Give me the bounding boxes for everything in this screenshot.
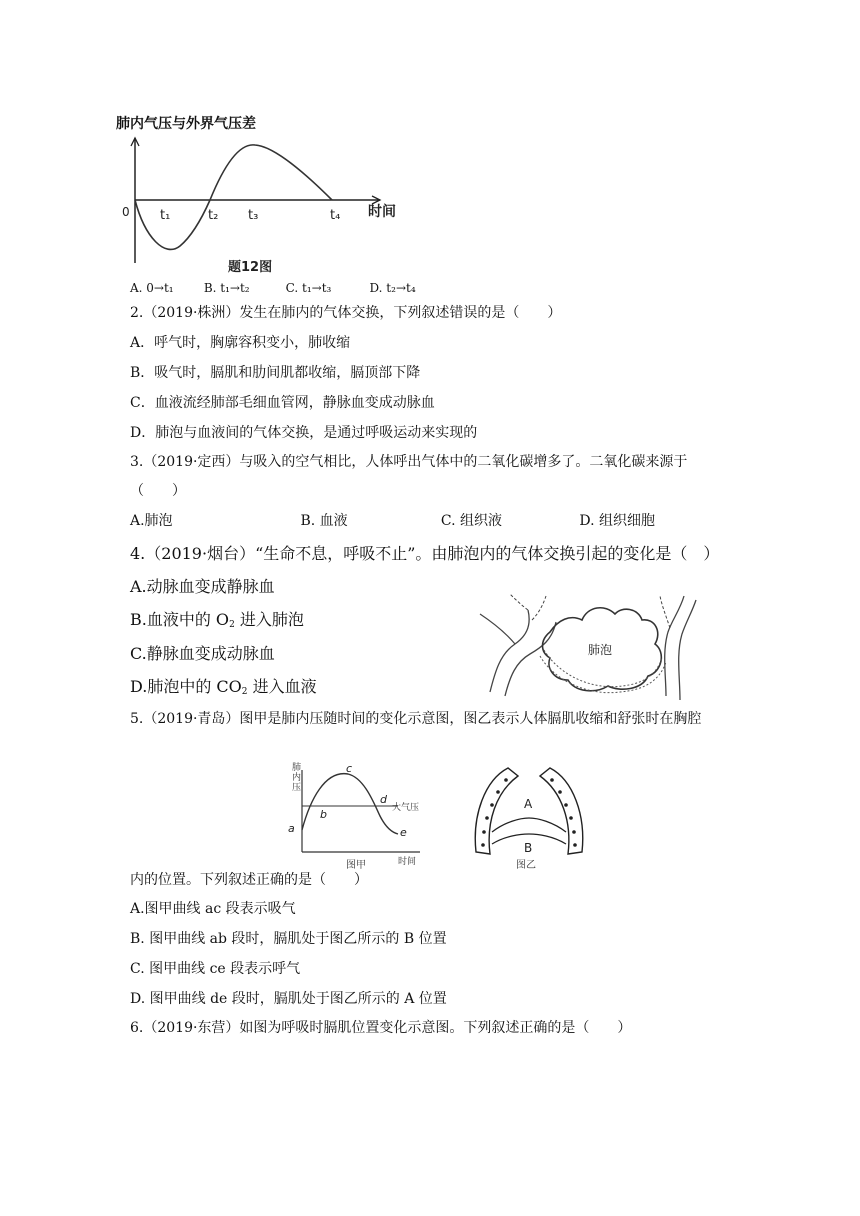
- q1-options: [130, 278, 416, 298]
- fig-jia-caption: 图甲: [346, 860, 366, 871]
- fig-jia-a: a: [288, 822, 295, 835]
- q5-figures: [280, 760, 620, 872]
- q5-figure-jia-yi: [280, 760, 620, 872]
- q5-option-b: B. 图甲曲线 ab 段时，膈肌处于图乙所示的 B 位置: [130, 931, 447, 947]
- q3-stem: 3.（2019·定西）与吸入的空气相比，人体呼出气体中的二氧化碳增多了。二氧化碳来源于: [130, 454, 688, 470]
- q1-option-a: A. 0→t₁: [130, 281, 174, 295]
- q4-option-d: [130, 676, 317, 703]
- fig12-tick-t2: t₂: [208, 208, 219, 223]
- q3-options: [130, 510, 655, 532]
- q4-option-d-pre: D.肺泡中的 CO: [130, 677, 242, 696]
- q2-option-b: B．吸气时，膈肌和肋间肌都收缩，膈顶部下降: [130, 365, 421, 381]
- q4-option-b-pre: B.血液中的 O: [130, 610, 230, 629]
- q5-stem2: 内的位置。下列叙述正确的是（ ）: [130, 872, 368, 888]
- q4-option-c: C.静脉血变成动脉血: [130, 644, 275, 663]
- q2-option-c: C．血液流经肺部毛细血管网，静脉血变成动脉血: [130, 395, 435, 411]
- figure-12: [110, 108, 410, 278]
- q2-option-a: A．呼气时，胸廓容积变小，肺收缩: [130, 335, 351, 351]
- q5-option-d: D. 图甲曲线 de 段时，膈肌处于图乙所示的 A 位置: [130, 991, 447, 1007]
- q2-stem: 2.（2019·株洲）发生在肺内的气体交换，下列叙述错误的是（ ）: [130, 305, 562, 321]
- fig-jia-d: d: [380, 793, 387, 806]
- q2-option-d: D．肺泡与血液间的气体交换，是通过呼吸运动来实现的: [130, 425, 478, 441]
- alveolus-drawing: [470, 592, 700, 704]
- q4-option-a: A.动脉血变成静脉血: [130, 577, 275, 596]
- q4-stem: 4.（2019·烟台）“生命不息，呼吸不止”。由肺泡内的气体交换引起的变化是（ ）: [130, 544, 720, 563]
- fig-yi-A: A: [524, 797, 533, 811]
- q3-option-d: D. 组织细胞: [579, 513, 655, 529]
- fig-yi-caption: 图乙: [516, 860, 536, 871]
- q5-stem: 5.（2019·青岛）图甲是肺内压随时间的变化示意图，图乙表示人体膈肌收缩和舒张时在胸腔: [130, 711, 702, 727]
- fig12-curve: [135, 145, 332, 250]
- q1-option-d: D. t₂→t₄: [369, 281, 416, 295]
- q1-option-b: B. t₁→t₂: [203, 281, 250, 295]
- q4-option-b: [130, 609, 304, 636]
- q3-option-c: C. 组织液: [440, 513, 503, 529]
- fig-jia-xlabel: 时间: [398, 857, 417, 867]
- fig12-tick-t3: t₃: [248, 208, 259, 223]
- q4-option-b-post: 进入肺泡: [234, 610, 304, 629]
- q6-stem: 6.（2019·东营）如图为呼吸时膈肌位置变化示意图。下列叙述正确的是（ ）: [130, 1020, 632, 1036]
- fig-jia-c: c: [346, 762, 353, 775]
- q4-option-d-sub: 2: [241, 687, 248, 697]
- q5-option-c: C. 图甲曲线 ce 段表示呼气: [130, 961, 301, 977]
- alveolus-label: 肺泡: [588, 643, 613, 657]
- fig-jia-ylabel: 肺内压: [292, 763, 302, 793]
- q5-option-a: A.图甲曲线 ac 段表示吸气: [130, 901, 296, 917]
- q3-option-a: A.肺泡: [130, 513, 173, 529]
- fig12-origin: 0: [122, 205, 130, 219]
- q4-option-d-post: 进入血液: [247, 677, 317, 696]
- q1-option-c: C. t₁→t₃: [285, 281, 332, 295]
- pressure-curve-chart: [110, 108, 410, 278]
- fig-yi-B: B: [524, 841, 533, 855]
- fig12-title: 肺内气压与外界气压差: [116, 116, 256, 132]
- fig12-xlabel: 时间: [368, 204, 396, 220]
- q4-option-b-sub: 2: [229, 620, 235, 630]
- q3-option-b: B. 血液: [300, 513, 348, 529]
- q3-paren: （ ）: [130, 483, 186, 499]
- alveolus-figure: [470, 592, 700, 704]
- fig-jia-e: e: [400, 826, 407, 839]
- fig12-tick-t1: t₁: [160, 208, 171, 223]
- fig-jia-b: b: [320, 808, 327, 821]
- fig-jia-atm: 大气压: [392, 803, 420, 813]
- fig12-caption: 题12图: [228, 260, 273, 275]
- fig12-tick-t4: t₄: [330, 208, 341, 223]
